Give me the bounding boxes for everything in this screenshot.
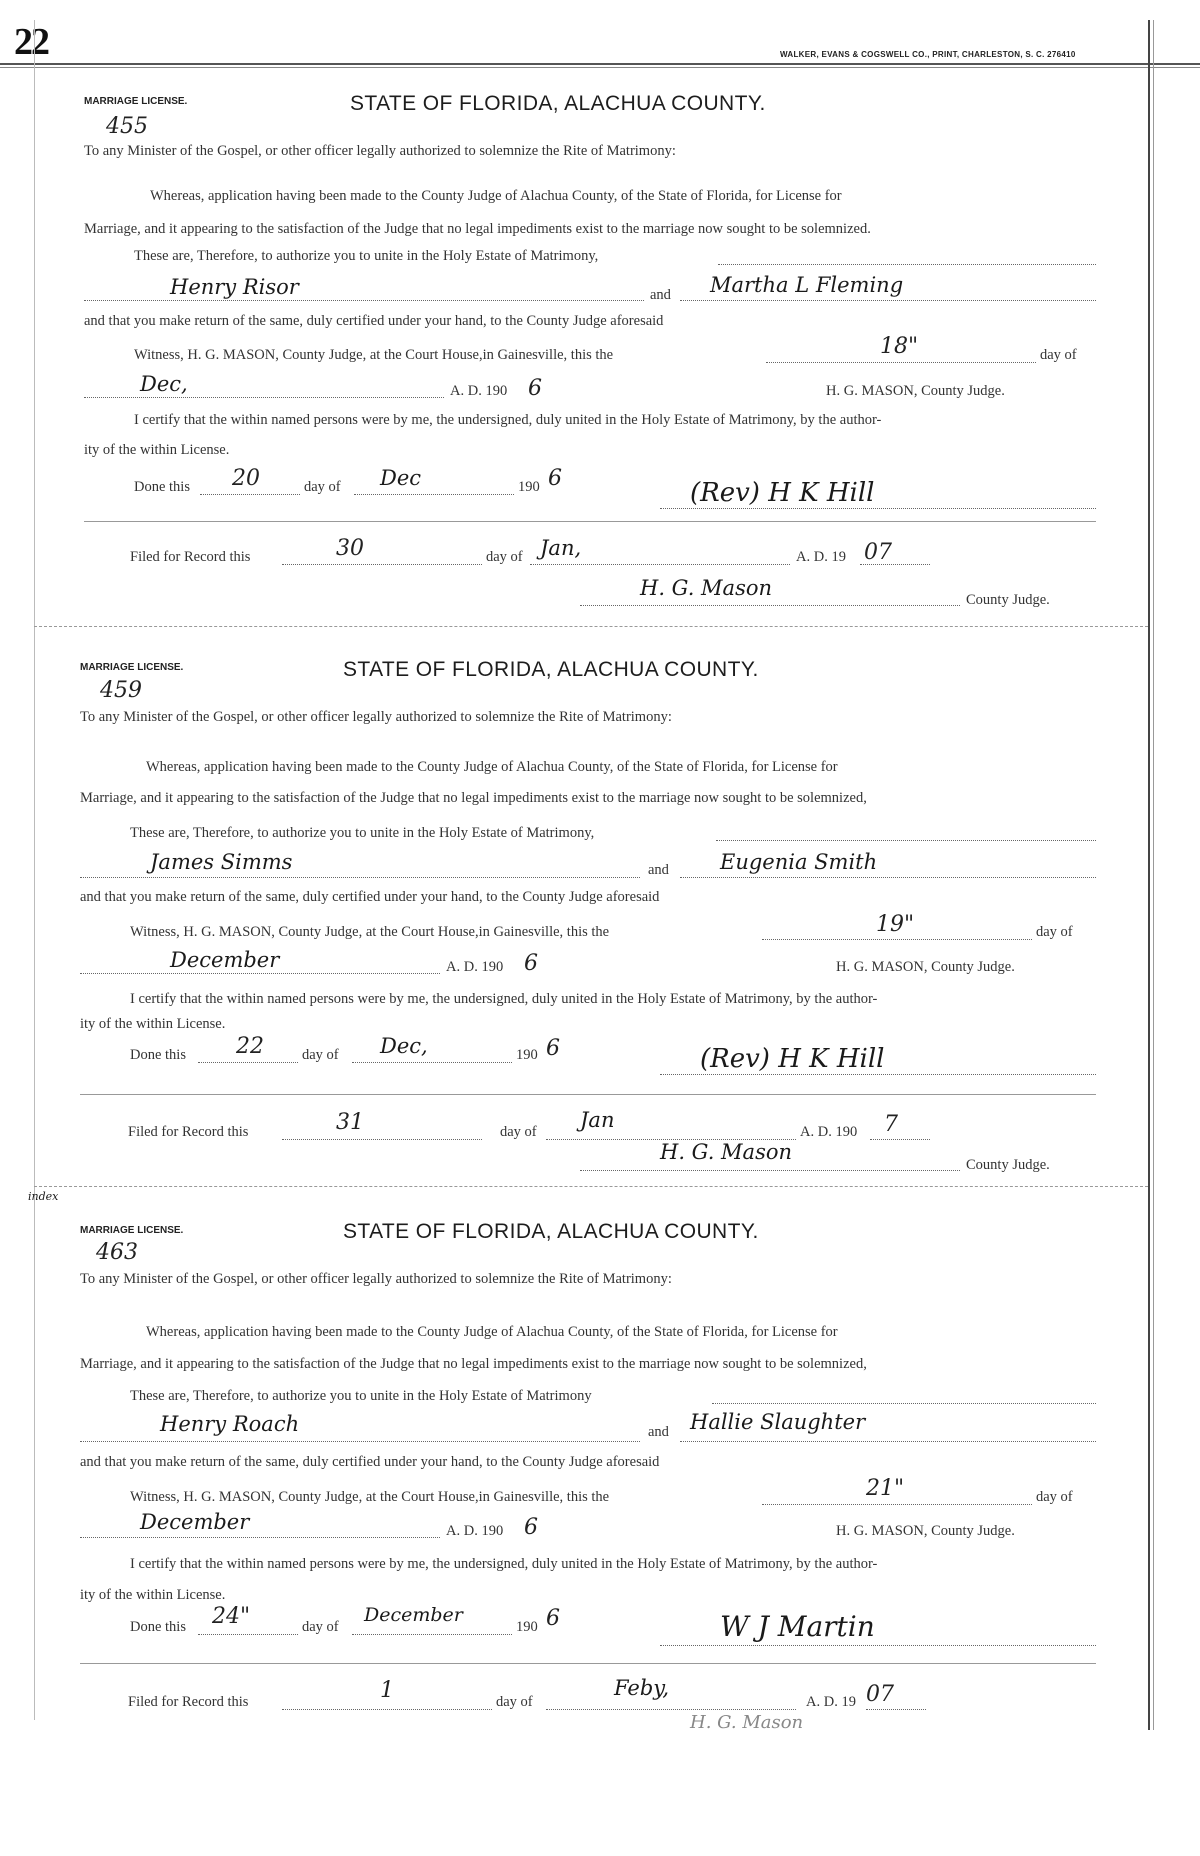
done-year-digit: 6 — [546, 1036, 560, 1061]
whereas-line-1: Whereas, application having been made to the County Judge of Alachua County, of the State of Florida, for License for — [146, 759, 838, 775]
license-label: MARRIAGE LICENSE. — [80, 1225, 184, 1236]
return-line: and that you make return of the same, duly certified under your hand, to the County Judge aforesaid — [84, 313, 664, 329]
license-label: MARRIAGE LICENSE. — [80, 662, 184, 673]
top-rule — [0, 63, 1200, 65]
license-year-digit: 6 — [524, 951, 538, 976]
license-number: 455 — [106, 114, 148, 139]
filed-day-of-label: day of — [500, 1124, 537, 1140]
right-margin-rule — [1148, 20, 1150, 1730]
filed-year: 07 — [866, 1682, 894, 1707]
done-this-label: Done this — [134, 479, 190, 495]
return-line: and that you make return of the same, duly certified under your hand, to the County Judge aforesaid — [80, 1454, 660, 1470]
state-heading: STATE OF FLORIDA, ALACHUA COUNTY. — [343, 1220, 759, 1243]
witness-line: Witness, H. G. MASON, County Judge, at the Court House,in Gainesville, this the — [130, 1489, 610, 1505]
judge-line: H. G. MASON, County Judge. — [836, 959, 1015, 975]
done-day: 20 — [232, 466, 260, 491]
state-heading: STATE OF FLORIDA, ALACHUA COUNTY. — [343, 658, 759, 681]
page-number: 22 — [14, 21, 48, 63]
groom-name: Henry Roach — [160, 1412, 300, 1436]
clerk-signature: H. G. Mason — [660, 1140, 793, 1164]
bride-name: Eugenia Smith — [720, 850, 878, 874]
filed-ad-label: A. D. 19 — [806, 1694, 856, 1710]
bride-name: Hallie Slaughter — [690, 1410, 866, 1434]
done-this-label: Done this — [130, 1047, 186, 1063]
filed-ad-label: A. D. 190 — [800, 1124, 858, 1140]
license-label: MARRIAGE LICENSE. — [84, 96, 188, 107]
day-of-label: day of — [1036, 1489, 1073, 1505]
done-day-of-label: day of — [304, 479, 341, 495]
clerk-title: County Judge. — [966, 592, 1050, 608]
filed-day: 30 — [336, 536, 364, 561]
license-month: Dec, — [140, 372, 188, 396]
these-are-line: These are, Therefore, to authorize you to unite in the Holy Estate of Matrimony, — [130, 825, 595, 841]
whereas-line-1: Whereas, application having been made to the County Judge of Alachua County, of the State of Florida, for License for — [150, 188, 842, 204]
certify-line-2: ity of the within License. — [80, 1016, 226, 1032]
officiant-signature: (Rev) H K Hill — [700, 1044, 885, 1074]
filed-year: 07 — [864, 540, 892, 565]
done-day-of-label: day of — [302, 1619, 339, 1635]
printer-imprint: WALKER, EVANS & COGSWELL CO., PRINT, CHARLESTON, S. C. 276410 — [780, 50, 1076, 59]
whereas-line-2: Marriage, and it appearing to the satisfaction of the Judge that no legal impediments exist to the marriage now sought to be solemnized, — [80, 1356, 867, 1372]
ad-label: A. D. 190 — [450, 383, 508, 399]
top-rule-thin — [0, 67, 1200, 68]
filed-label: Filed for Record this — [128, 1694, 249, 1710]
witness-day: 18" — [880, 334, 919, 359]
filed-day: 31 — [336, 1110, 364, 1135]
filed-month: Jan, — [540, 536, 582, 560]
clerk-signature: H. G. Mason — [690, 1712, 804, 1733]
address-line: To any Minister of the Gospel, or other officer legally authorized to solemnize the Rite of Matrimony: — [84, 143, 676, 159]
done-day-of-label: day of — [302, 1047, 339, 1063]
groom-name: Henry Risor — [170, 275, 299, 299]
officiant-signature: W J Martin — [720, 1610, 875, 1643]
done-month: Dec — [380, 466, 422, 490]
filed-day: 1 — [380, 1678, 394, 1703]
certify-line-2: ity of the within License. — [80, 1587, 226, 1603]
done-day: 22 — [236, 1034, 264, 1059]
done-year: 190 — [518, 479, 540, 495]
done-this-label: Done this — [130, 1619, 186, 1635]
filed-ad-label: A. D. 19 — [796, 549, 846, 565]
witness-line: Witness, H. G. MASON, County Judge, at the Court House,in Gainesville, this the — [134, 347, 614, 363]
certify-line-2: ity of the within License. — [84, 442, 230, 458]
state-heading: STATE OF FLORIDA, ALACHUA COUNTY. — [350, 92, 766, 115]
certify-line-1: I certify that the within named persons were by me, the undersigned, duly united in the Holy Estate of Matrimony, by the author- — [130, 991, 878, 1007]
clerk-signature: H. G. Mason — [640, 576, 773, 600]
filed-day-of-label: day of — [486, 549, 523, 565]
certify-line-1: I certify that the within named persons were by me, the undersigned, duly united in the Holy Estate of Matrimony, by the author- — [130, 1556, 878, 1572]
and-label: and — [650, 287, 671, 303]
whereas-line-2: Marriage, and it appearing to the satisfaction of the Judge that no legal impediments exist to the marriage now sought to be solemnized. — [84, 221, 871, 237]
filed-label: Filed for Record this — [128, 1124, 249, 1140]
done-year-digit: 6 — [546, 1606, 560, 1631]
groom-name: James Simms — [150, 850, 293, 874]
margin-note: index — [28, 1190, 59, 1203]
address-line: To any Minister of the Gospel, or other officer legally authorized to solemnize the Rite of Matrimony: — [80, 709, 672, 725]
day-of-label: day of — [1036, 924, 1073, 940]
officiant-signature: (Rev) H K Hill — [690, 478, 875, 508]
these-are-line: These are, Therefore, to authorize you to unite in the Holy Estate of Matrimony — [130, 1388, 592, 1404]
done-year: 190 — [516, 1619, 538, 1635]
filed-month: Jan — [580, 1108, 615, 1132]
these-are-line: These are, Therefore, to authorize you to unite in the Holy Estate of Matrimony, — [134, 248, 599, 264]
witness-line: Witness, H. G. MASON, County Judge, at the Court House,in Gainesville, this the — [130, 924, 610, 940]
license-month: December — [170, 948, 280, 972]
done-year-digit: 6 — [548, 466, 562, 491]
done-year: 190 — [516, 1047, 538, 1063]
ad-label: A. D. 190 — [446, 959, 504, 975]
done-day: 24" — [212, 1604, 251, 1629]
license-year-digit: 6 — [528, 376, 542, 401]
address-line: To any Minister of the Gospel, or other officer legally authorized to solemnize the Rite of Matrimony: — [80, 1271, 672, 1287]
return-line: and that you make return of the same, duly certified under your hand, to the County Judge aforesaid — [80, 889, 660, 905]
and-label: and — [648, 1424, 669, 1440]
license-number: 459 — [100, 678, 142, 703]
witness-day: 19" — [876, 912, 915, 937]
judge-line: H. G. MASON, County Judge. — [826, 383, 1005, 399]
done-month: Dec, — [380, 1034, 428, 1058]
witness-day: 21" — [866, 1476, 905, 1501]
and-label: and — [648, 862, 669, 878]
filed-label: Filed for Record this — [130, 549, 251, 565]
bride-name: Martha L Fleming — [710, 273, 904, 297]
day-of-label: day of — [1040, 347, 1077, 363]
whereas-line-2: Marriage, and it appearing to the satisfaction of the Judge that no legal impediments exist to the marriage now sought to be solemnized, — [80, 790, 867, 806]
license-year-digit: 6 — [524, 1515, 538, 1540]
judge-line: H. G. MASON, County Judge. — [836, 1523, 1015, 1539]
clerk-title: County Judge. — [966, 1157, 1050, 1173]
license-separator — [34, 1186, 1148, 1187]
filed-year: 7 — [884, 1112, 898, 1137]
left-margin-rule — [34, 20, 35, 1720]
done-month: December — [364, 1604, 463, 1626]
certify-line-1: I certify that the within named persons were by me, the undersigned, duly united in the Holy Estate of Matrimony, by the author- — [134, 412, 882, 428]
whereas-line-1: Whereas, application having been made to the County Judge of Alachua County, of the State of Florida, for License for — [146, 1324, 838, 1340]
filed-day-of-label: day of — [496, 1694, 533, 1710]
right-margin-rule-thin — [1153, 20, 1154, 1730]
license-number: 463 — [96, 1240, 138, 1265]
license-separator — [34, 626, 1148, 627]
filed-month: Feby, — [614, 1676, 670, 1700]
license-month: December — [140, 1510, 250, 1534]
ad-label: A. D. 190 — [446, 1523, 504, 1539]
